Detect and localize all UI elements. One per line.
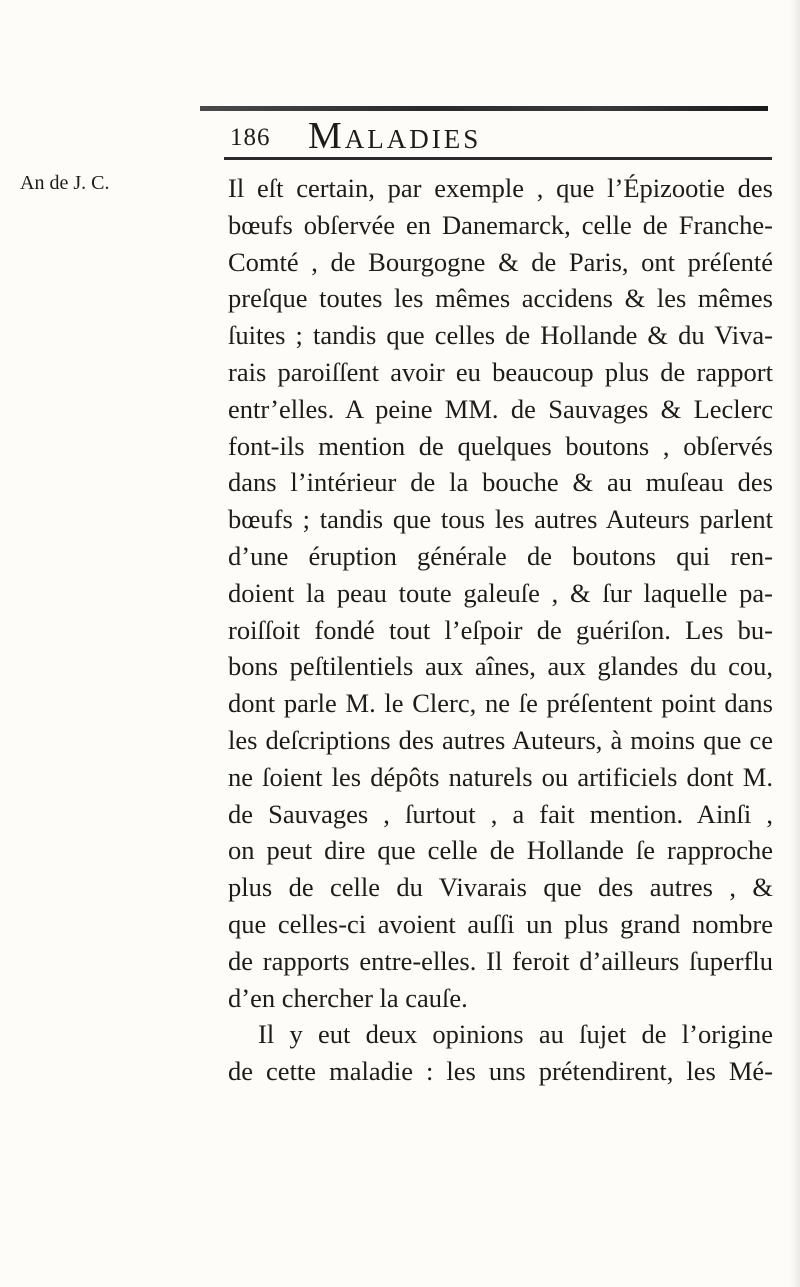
margin-note: An de J. C. [20, 172, 110, 194]
running-title: Maladies [308, 115, 482, 157]
text-line: d’une éruption générale de boutons qui ren- [228, 540, 773, 571]
text-line: ſuites ; tandis que celles de Hollande & du Viva- [228, 320, 773, 351]
text-line: de Sauvages , ſurtout , a fait mention. Ainſi , [228, 798, 773, 829]
text-line: font-ils mention de quelques boutons , obſervés [228, 430, 773, 461]
text-line: roiſſoit fondé tout l’eſpoir de guériſon. Les bu- [228, 614, 773, 645]
text-line: rais paroiſſent avoir eu beaucoup plus de rapport [228, 356, 773, 387]
top-rule [200, 106, 768, 111]
text-line: preſque toutes les mêmes accidens & les mêmes [228, 283, 773, 314]
text-line: bons peſtilentiels aux aînes, aux glandes du cou, [228, 651, 773, 682]
text-line: bœufs ; tandis que tous les autres Auteurs parlent [228, 504, 773, 535]
page-number: 186 [230, 124, 271, 151]
text-line: on peut dire que celle de Hollande ſe rapproche [228, 835, 773, 866]
page-edge-shadow [790, 0, 800, 1287]
text-line: d’en chercher la cauſe. [228, 982, 468, 1013]
paragraph-start-line: Il y eut deux opinions au ſujet de l’origine [258, 1019, 773, 1050]
text-line: bœufs obſervée en Danemarck, celle de Franche- [228, 209, 773, 240]
text-line: entr’elles. A peine MM. de Sauvages & Leclerc [228, 393, 773, 424]
text-line: Il eſt certain, par exemple , que l’Épizootie des [228, 173, 773, 203]
text-line: dans l’intérieur de la bouche & au muſeau des [228, 467, 773, 498]
text-line: doient la peau toute galeuſe , & ſur laquelle pa- [228, 577, 773, 608]
text-line: les deſcriptions des autres Auteurs, à moins que ce [228, 724, 773, 755]
header-rule [224, 157, 772, 160]
body-text [228, 170, 773, 1090]
text-line: dont parle M. le Clerc, ne ſe préſentent point dans [228, 688, 773, 719]
text-line: de cette maladie : les uns prétendirent, les Mé- [228, 1056, 773, 1087]
text-line: plus de celle du Vivarais que des autres , & [228, 872, 773, 903]
text-line: de rapports entre-elles. Il feroit d’ailleurs ſuperflu [228, 945, 773, 976]
text-line: que celles-ci avoient auſſi un plus grand nombre [228, 908, 773, 939]
text-line: Comté , de Bourgogne & de Paris, ont préſenté [228, 246, 773, 277]
text-line: ne ſoient les dépôts naturels ou artificiels dont M. [228, 761, 773, 792]
